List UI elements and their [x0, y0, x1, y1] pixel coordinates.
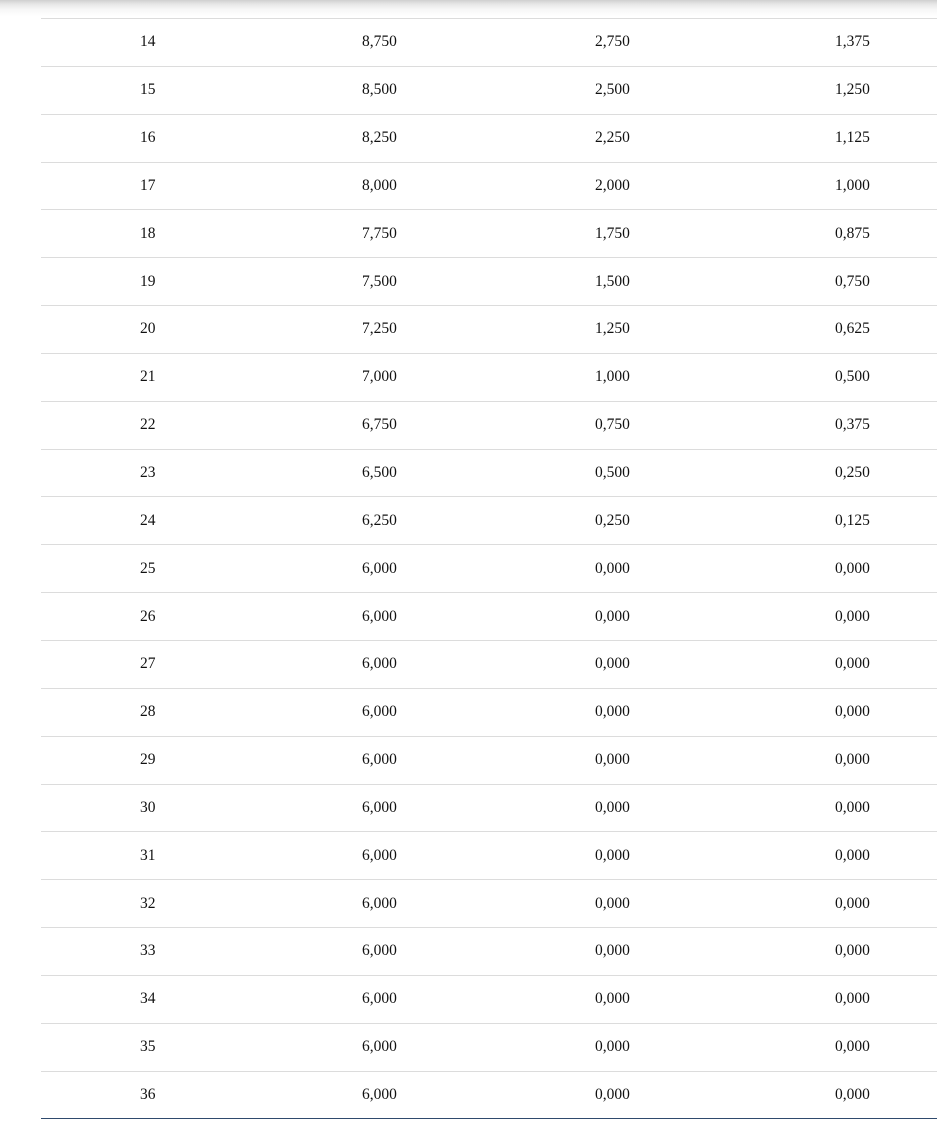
table-cell: 0,000: [835, 751, 870, 769]
table-cell: 0,000: [595, 1038, 630, 1056]
table-cell: 0,000: [595, 894, 630, 912]
table-cell: 27: [140, 655, 156, 673]
data-table: [41, 18, 937, 1119]
table-cell: 0,000: [835, 942, 870, 960]
table-cell: 0,625: [835, 320, 870, 338]
table-cell: 6,000: [362, 990, 397, 1008]
data-table-container[interactable]: [41, 18, 937, 1119]
table-body: [41, 19, 937, 1119]
table-row: [41, 688, 937, 736]
table-row: [41, 497, 937, 545]
table-cell: 6,000: [362, 798, 397, 816]
table-cell: 8,000: [362, 176, 397, 194]
table-cell: 0,000: [835, 655, 870, 673]
table-cell: 32: [140, 894, 156, 912]
table-cell: 25: [140, 559, 156, 577]
table-cell: 28: [140, 703, 156, 721]
table-cell: 0,000: [835, 846, 870, 864]
table-cell: 0,125: [835, 511, 870, 529]
table-cell: 6,000: [362, 1038, 397, 1056]
table-cell: 8,500: [362, 81, 397, 99]
table-cell: 6,000: [362, 751, 397, 769]
table-row: [41, 66, 937, 114]
table-cell: 0,000: [835, 1085, 870, 1103]
table-cell: 20: [140, 320, 156, 338]
table-row: [41, 640, 937, 688]
table-cell: 18: [140, 224, 156, 242]
table-cell: 26: [140, 607, 156, 625]
table-row: [41, 593, 937, 641]
table-cell: 29: [140, 751, 156, 769]
table-cell: 30: [140, 798, 156, 816]
table-cell: 0,500: [595, 464, 630, 482]
table-cell: 0,000: [595, 942, 630, 960]
table-row: [41, 545, 937, 593]
table-cell: 22: [140, 416, 156, 434]
table-cell: 33: [140, 942, 156, 960]
table-row: [41, 258, 937, 306]
table-cell: 24: [140, 511, 156, 529]
table-cell: 17: [140, 176, 156, 194]
table-row: [41, 19, 937, 67]
table-cell: 0,750: [835, 272, 870, 290]
table-cell: 0,875: [835, 224, 870, 242]
table-cell: 7,500: [362, 272, 397, 290]
table-cell: 1,250: [835, 81, 870, 99]
table-cell: 0,000: [595, 990, 630, 1008]
table-cell: 6,000: [362, 894, 397, 912]
table-cell: 0,750: [595, 416, 630, 434]
table-row: [41, 1071, 937, 1119]
table-cell: 6,000: [362, 655, 397, 673]
table-cell: 6,250: [362, 511, 397, 529]
table-row: [41, 114, 937, 162]
table-cell: 36: [140, 1085, 156, 1103]
table-cell: 7,000: [362, 368, 397, 386]
table-cell: 0,000: [595, 607, 630, 625]
table-cell: 0,250: [595, 511, 630, 529]
table-cell: 6,000: [362, 846, 397, 864]
table-cell: 0,000: [835, 607, 870, 625]
table-row: [41, 449, 937, 497]
table-row: [41, 353, 937, 401]
table-cell: 0,000: [595, 846, 630, 864]
table-cell: 1,500: [595, 272, 630, 290]
table-row: [41, 162, 937, 210]
table-cell: 0,000: [835, 703, 870, 721]
table-cell: 0,000: [595, 751, 630, 769]
table-row: [41, 401, 937, 449]
table-cell: 6,750: [362, 416, 397, 434]
table-cell: 6,500: [362, 464, 397, 482]
table-cell: 1,000: [595, 368, 630, 386]
table-cell: 16: [140, 129, 156, 147]
table-cell: 23: [140, 464, 156, 482]
table-cell: 6,000: [362, 703, 397, 721]
table-cell: 15: [140, 81, 156, 99]
table-cell: 0,000: [595, 559, 630, 577]
table-cell: 7,250: [362, 320, 397, 338]
table-cell: 21: [140, 368, 156, 386]
table-cell: 6,000: [362, 942, 397, 960]
table-cell: 0,000: [835, 990, 870, 1008]
table-cell: 1,125: [835, 129, 870, 147]
table-row: [41, 1023, 937, 1071]
table-cell: 7,750: [362, 224, 397, 242]
table-cell: 14: [140, 33, 156, 51]
table-cell: 35: [140, 1038, 156, 1056]
table-cell: 1,750: [595, 224, 630, 242]
table-row: [41, 306, 937, 354]
table-cell: 0,000: [835, 798, 870, 816]
table-cell: 1,250: [595, 320, 630, 338]
table-row: [41, 975, 937, 1023]
table-cell: 2,750: [595, 33, 630, 51]
table-row: [41, 210, 937, 258]
table-cell: 1,000: [835, 176, 870, 194]
table-cell: 2,500: [595, 81, 630, 99]
table-row: [41, 784, 937, 832]
table-cell: 0,000: [595, 655, 630, 673]
table-cell: 0,000: [595, 703, 630, 721]
table-cell: 19: [140, 272, 156, 290]
table-row: [41, 736, 937, 784]
table-cell: 2,000: [595, 176, 630, 194]
table-cell: 0,000: [835, 894, 870, 912]
scroll-shadow: [0, 0, 937, 16]
table-cell: 31: [140, 846, 156, 864]
table-row: [41, 880, 937, 928]
table-cell: 2,250: [595, 129, 630, 147]
table-cell: 6,000: [362, 607, 397, 625]
table-cell: 34: [140, 990, 156, 1008]
table-cell: 6,000: [362, 559, 397, 577]
table-cell: 0,500: [835, 368, 870, 386]
table-cell: 0,250: [835, 464, 870, 482]
table-cell: 0,375: [835, 416, 870, 434]
table-cell: 0,000: [595, 1085, 630, 1103]
table-cell: 0,000: [595, 798, 630, 816]
table-cell: 1,375: [835, 33, 870, 51]
table-cell: 6,000: [362, 1085, 397, 1103]
table-row: [41, 832, 937, 880]
table-cell: 8,750: [362, 33, 397, 51]
table-cell: 0,000: [835, 1038, 870, 1056]
table-row: [41, 928, 937, 976]
table-cell: 8,250: [362, 129, 397, 147]
table-cell: 0,000: [835, 559, 870, 577]
